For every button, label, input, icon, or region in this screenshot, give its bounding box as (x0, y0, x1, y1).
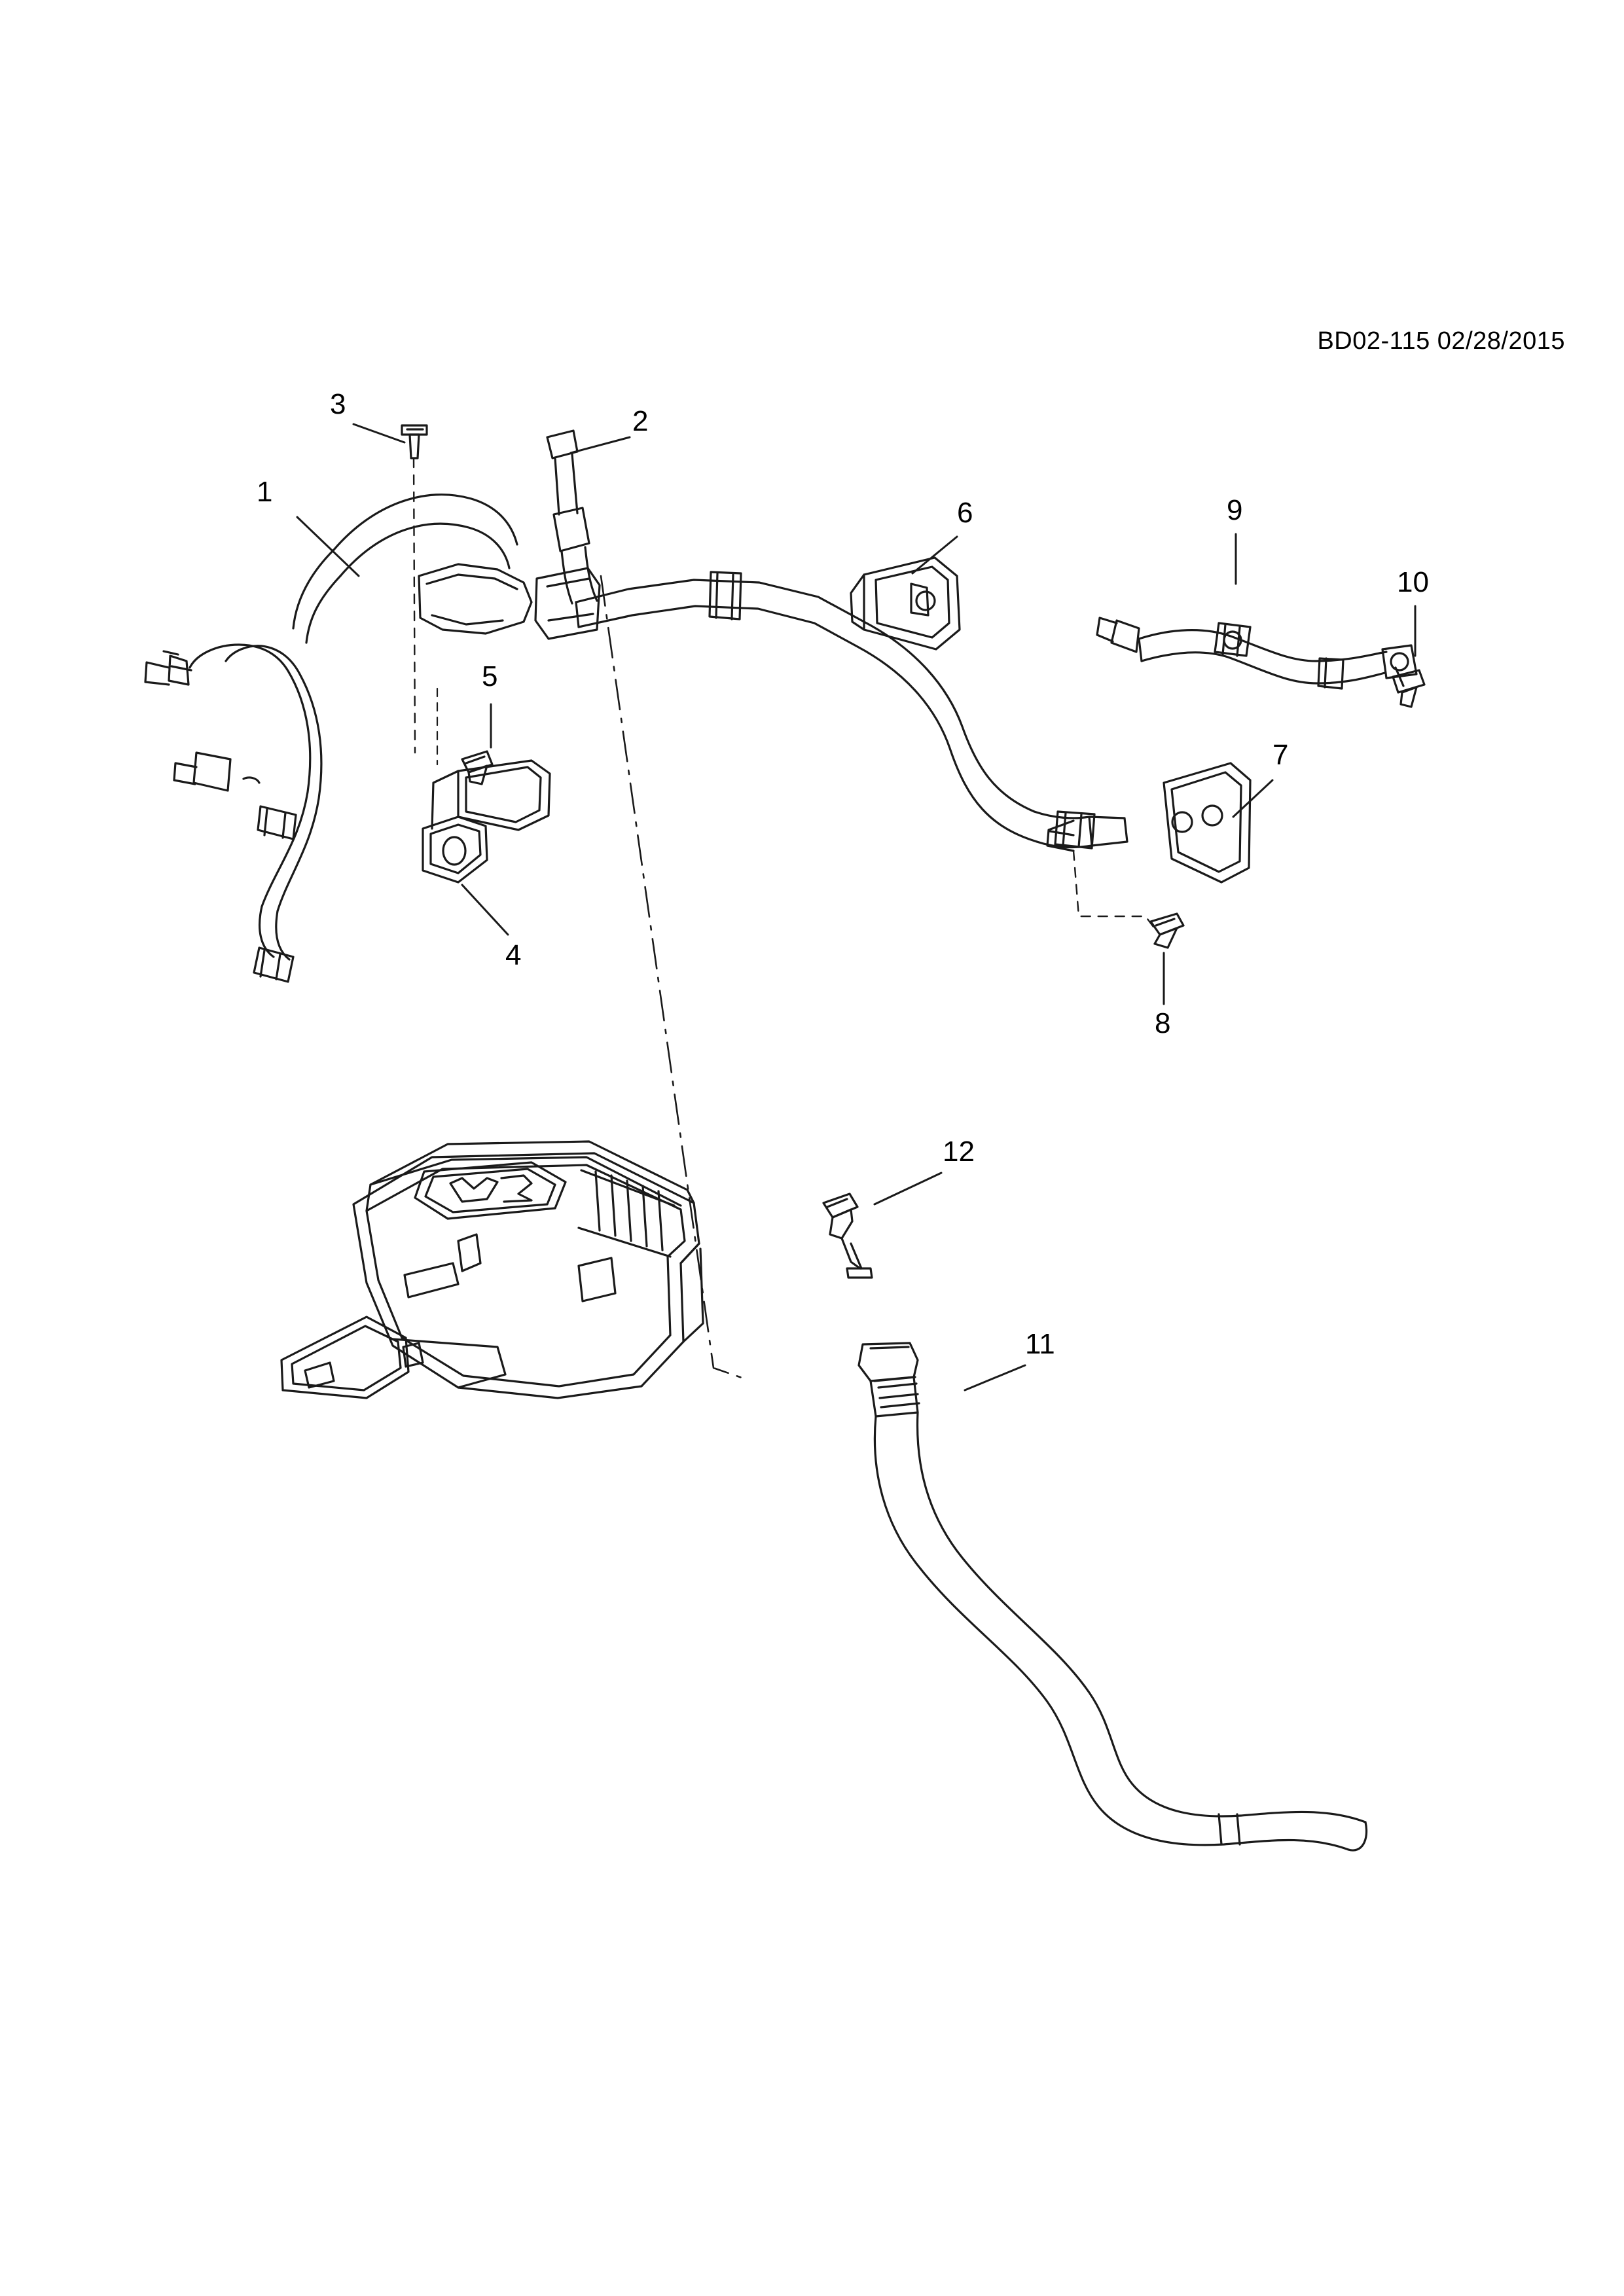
callout-11: 11 (1025, 1328, 1055, 1360)
callout-leaders (297, 424, 1415, 1390)
callout-3: 3 (330, 388, 346, 420)
callout-9: 9 (1227, 494, 1243, 526)
callout-7: 7 (1272, 739, 1289, 771)
callout-8: 8 (1155, 1007, 1171, 1039)
callout-6: 6 (957, 497, 973, 529)
callout-5: 5 (482, 660, 498, 692)
callout-4: 4 (505, 939, 522, 971)
document-code: BD02-115 02/28/2015 (1317, 327, 1565, 355)
callout-1: 1 (257, 476, 273, 508)
callout-2: 2 (632, 405, 649, 437)
callout-10: 10 (1397, 566, 1429, 598)
callout-12: 12 (943, 1136, 975, 1168)
